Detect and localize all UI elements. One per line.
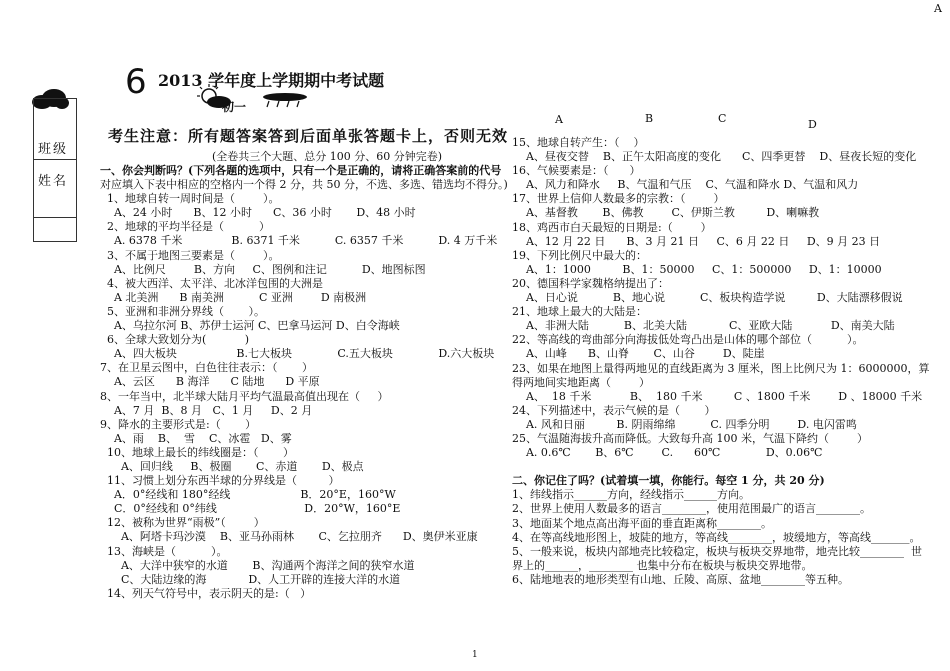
question-line: 3、不属于地图三要素是（ ）。: [100, 248, 280, 262]
name-label: 姓名: [38, 174, 69, 189]
question-line: C．0°经线和 0°纬线 D．20°W，160°E: [100, 502, 401, 516]
question-line: A、雨 B、 雪 C、冰雹 D、雾: [100, 431, 292, 445]
answer-letter-b: B: [645, 112, 654, 125]
question-line: A、阿塔卡玛沙漠 B、亚马孙雨林 C、乞拉朋齐 D、奥伊米亚康: [100, 530, 478, 544]
question-line: A、日心说 B、地心说 C、板块构造学说 D、大陆漂移假说: [512, 291, 903, 305]
question-line: 1、纬线指示______方向，经线指示______方向。: [512, 488, 750, 502]
question-line: 17、世界上信仰人数最多的宗教：（ ）: [512, 192, 725, 206]
question-line: 3、地面某个地点高出海平面的垂直距离称________。: [512, 516, 772, 530]
question-line: 5、一般来说，板块内部地壳比较稳定，板块与板块交界地带，地壳比较________ 世: [512, 544, 922, 558]
question-line: 界上的______，________ 也集中分布在板块与板块交界地带。: [512, 558, 813, 572]
question-line: A、 18 千米 B、 180 千米 C 、1800 千米 D 、18000 千米: [512, 389, 923, 403]
question-line: A、昼夜交替 B、正午太阳高度的变化 C、四季更替 D、昼夜长短的变化: [512, 150, 917, 164]
question-line: 19、下列比例尺中最大的：: [512, 248, 647, 262]
question-line: A、风力和降水 B、气温和气压 C、气温和降水 D、气温和风力: [512, 178, 859, 192]
question-line: A、云区 B 海洋 C 陆地 D 平原: [100, 375, 320, 389]
question-line: 6、陆地地表的地形类型有山地、丘陵、高原、盆地________等五种。: [512, 572, 849, 586]
question-line: 6、全球大致划分为( ): [100, 333, 250, 347]
question-line: A、乌拉尔河 B、苏伊士运河 C、巴拿马运河 D、白令海峡: [100, 319, 400, 333]
logo-mark: 6: [125, 62, 147, 102]
question-line: 16、气候要素是：（ ）: [512, 164, 641, 178]
question-line: A、山峰 B、山脊 C、山谷 D、陡崖: [512, 347, 765, 361]
exam-title: 2013 学年度上学期期中考试题: [158, 71, 385, 90]
question-line: A. 风和日丽 B. 阴雨绵绵 C. 四季分明 D. 电闪雷鸣: [512, 417, 857, 431]
question-line: 11、习惯上划分东西半球的分界线是（ ）: [100, 474, 340, 488]
question-line: 4、在等高线地形图上，坡陡的地方，等高线________，坡缓地方，等高线_______。: [512, 530, 921, 544]
question-line: 得两地间实地距离（ ）: [512, 375, 650, 389]
question-line: A、12 月 22 日 B、3 月 21 日 C、6 月 22 日 D、9 月 23 日: [512, 234, 881, 248]
answer-letter-d: D: [808, 118, 817, 131]
right-question-column: [512, 136, 930, 587]
question-line: A、大洋中狭窄的水道 B、沟通两个海洋之间的狭窄水道: [100, 558, 415, 572]
exam-notice: 考生注意：所有题答案答到后面单张答题卡上，否则无效: [108, 127, 509, 145]
question-line: A、基督教 B、佛教 C、伊斯兰教 D、喇嘛教: [512, 206, 820, 220]
question-line: 2、地球的平均半径是（ ）: [100, 220, 270, 234]
page-number: 1: [472, 650, 478, 660]
answer-letter-c: C: [718, 112, 727, 125]
question-line: C、大陆边缘的海 D、人工开辟的连接大洋的水道: [100, 572, 401, 586]
question-line: 23、如果在地图上量得两地见的直线距离为 3 厘米，图上比例尺为 1：6000000，算: [512, 361, 930, 375]
question-line: 10、地球上最长的纬线圈是：（ ）: [100, 445, 294, 459]
exam-note: (全卷共三个大题、总分 100 分、60 分钟完卷): [212, 150, 443, 163]
question-line: 对应填入下表中相应的空格内一个得 2 分，共 50 分，不选、多选、错选均不得分。): [100, 178, 508, 192]
question-line: A. 6378 千米 B. 6371 千米 C. 6357 千米 D. 4 万千米: [100, 234, 498, 248]
question-line: A、非洲大陆 B、北美大陆 C、亚欧大陆 D、南美大陆: [512, 319, 895, 333]
question-line: 4、被大西洋、太平洋、北冰洋包围的大洲是: [100, 276, 323, 290]
left-question-column: [100, 164, 508, 601]
question-line: 8、一年当中，北半球大陆月平均气温最高值出现在（ ）: [100, 389, 389, 403]
question-line: [512, 460, 912, 474]
question-line: 24、下列描述中，表示气候的是（ ）: [512, 403, 716, 417]
question-line: A、四大板块 B.七大板块 C.五大板块 D.六大板块: [100, 347, 495, 361]
question-line: 15、地球自转产生：（ ）: [512, 136, 645, 149]
corner-mark: A: [934, 2, 942, 15]
question-line: 25、气温随海拔升高而降低。大致每升高 100 米，气温下降约（ ）: [512, 431, 868, 445]
answer-letter-a: A: [555, 113, 563, 126]
question-line: A、7 月 B、8 月 C、1 月 D、2 月: [100, 403, 313, 417]
question-line: 18、鸡西市白天最短的日期是:（ ）: [512, 220, 712, 234]
question-line: A、1：1000 B、1：50000 C、1：500000 D、1：10000: [512, 262, 882, 276]
question-line: 12、被称为世界“雨极”（ ）: [100, 516, 265, 530]
question-line: A、回归线 B、极圈 C、赤道 D、极点: [100, 459, 364, 473]
question-line: 2、世界上使用人数最多的语言________，使用范围最广的语言________。: [512, 502, 871, 516]
question-line: 5、亚洲和非洲分界线（ ）。: [100, 304, 265, 318]
question-line: 二、你记住了吗？(试着填一填，你能行。每空 1 分，共 20 分): [512, 474, 825, 488]
question-line: 22、等高线的弯曲部分向海拔低处弯凸出是山体的哪个部位（ ）。: [512, 333, 864, 347]
question-line: 21、地球上最大的大陆是：: [512, 305, 647, 319]
question-line: A 北美洲 B 南美洲 C 亚洲 D 南极洲: [100, 290, 367, 304]
question-line: 9、降水的主要形式是:（ ）: [100, 417, 257, 431]
question-line: 7、在卫星云图中，白色往往表示：（ ）: [100, 361, 313, 375]
question-line: A、24 小时 B、12 小时 C、36 小时 D、48 小时: [100, 206, 416, 220]
question-line: 1、地球自转一周时间是（ ）。: [100, 192, 280, 206]
question-line: 一、你会判断吗？(下列各题的选项中，只有一个是正确的，请将正确答案前的代号: [100, 164, 502, 177]
grade-subtitle: 初一: [222, 100, 247, 114]
question-line: A. 0.6℃ B、6℃ C. 60℃ D、0.06℃: [512, 446, 823, 460]
rain-icon: [255, 92, 315, 108]
question-line: A．0°经线和 180°经线 B．20°E，160°W: [100, 488, 396, 502]
question-line: 13、海峡是（ ）。: [100, 544, 228, 558]
class-label: 班级: [38, 142, 69, 157]
question-line: 14、列天气符号中，表示阴天的是:（ ）: [100, 586, 312, 600]
question-line: A、比例尺 B、方向 C、图例和注记 D、地图标图: [100, 262, 426, 276]
question-line: 20、德国科学家魏格纳提出了：: [512, 276, 669, 290]
